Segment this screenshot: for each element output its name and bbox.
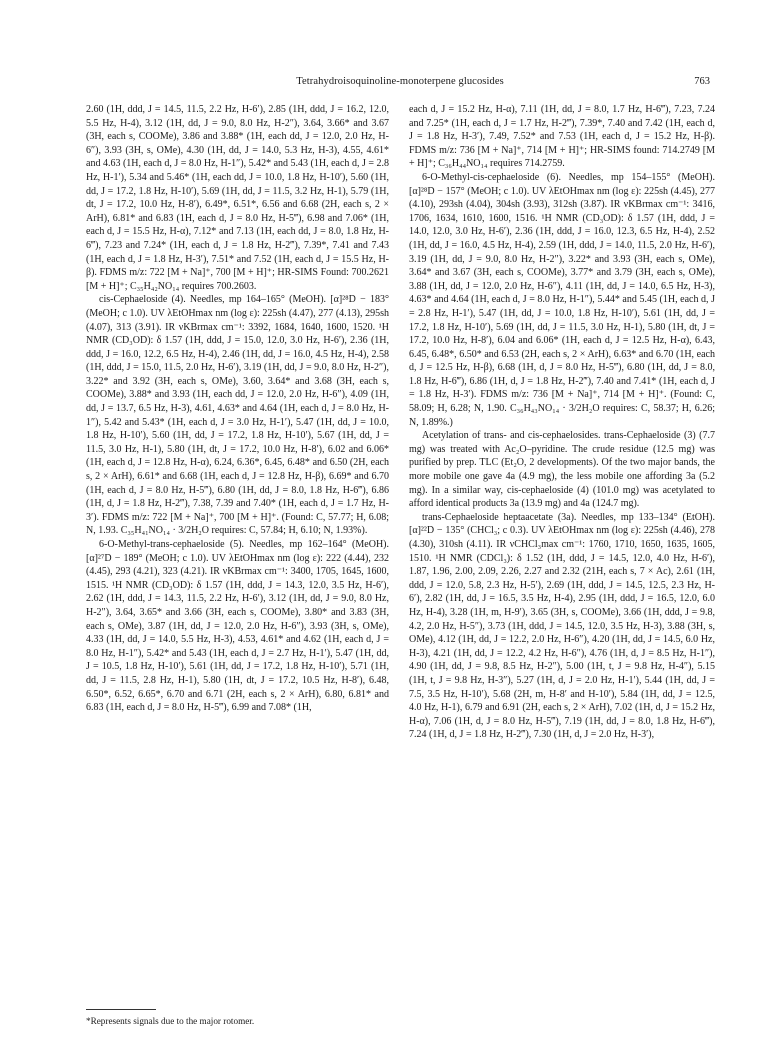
paragraph-6-o-methyl-trans-cephaeloside: 6-O-Methyl-trans-cephaeloside (5). Needles, mp 162–164° (MeOH). [α]²⁷D − 189° (MeOH; c 1.0). UV λEtOHmax nm (log ε): 222 (4.44), 232 (4.45), 293 (4.21), 323 (4.21). IR νKBrmax cm⁻¹: 3400, 1705, 1645, 1600, 1515. ¹H NMR (CD₃OD): δ 1.57 (1H, ddd, J = 14.3, 12.0, 3.5 Hz, H-6′), 2.62 (1H, ddd, J = 14.3, 11.5, 2.2 Hz, H-6′), 3.12 (1H, dd, J = 9.0, 8.0 Hz, H-2″), 3.64, 3.65* and 3.66 (3H, each s, COOMe), 3.80* and 3.83 (3H, each s, OMe), 3.87 (1H, dd, J = 12.0, 2.0 Hz, H-6″), 3.93 (3H, s, OMe), 4.33 (1H, dd, J = 14.0, 5.5 Hz, H-3), 4.53, 4.61* and 4.62 (1H, each d, J = 8.0 Hz, H-1″), 5.42* and 5.43 (1H, each d, J = 2.7 Hz, H-1′), 5.47 (1H, dd, J = 10.5, 1.8 Hz, H-10′), 5.61 (1H, dd, J = 17.2, 1.8 Hz, H-10′), 5.71 (1H, dd, J = 11.5, 2.8 Hz, H-1), 5.80 (1H, dt, J = 17.2, 10.5 Hz, H-8′), 6.48, 6.50*, 6.52, 6.65*, 6.70 and 6.71 (2H, each s, 2 × ArH), 6.80, 6.81* and 6.83 (1H, each d, J = 8.0 Hz, H-5‴), 6.99 and 7.08* (1H, xyxy=(86,539,389,714)
footnote: *Represents signals due to the major rotomer. xyxy=(86,1016,255,1026)
paragraph-trans-cephaeloside-heptaacetate: trans-Cephaeloside heptaacetate (3a). Needles, mp 133–134° (EtOH). [α]²²D − 135° (CHCl₃; c 0.3). UV λEtOHmax nm (log ε): 225sh (4.46), 278 (4.30), 310sh (4.11). IR νCHCl₃max cm⁻¹: 1760, 1710, 1650, 1635, 1605, 1510. ¹H NMR (CDCl₃): δ 1.52 (1H, ddd, J = 14.5, 12.0, 4.0 Hz, H-6′), 1.87, 1.96, 2.00, 2.09, 2.26, 2.27 and 2.32 (21H, each s, 7 × Ac), 2.61 (1H, ddd, J = 12.0, 5.8, 2.3 Hz, H-5′), 2.69 (1H, ddd, J = 14.5, 12.5, 2.3 Hz, H-6′), 2.82 (1H, dd, J = 16.5, 3.5 Hz, H-4), 2.95 (1H, ddd, J = 16.5, 12.0, 6.0 Hz, H-4), 3.28 (1H, m, H-9′), 3.65 (3H, s, COOMe), 3.66 (1H, ddd, J = 9.8, 4.2, 2.0 Hz, H-5″), 3.73 (1H, ddd, J = 14.5, 12.0, 3.5 Hz, H-3), 3.88 (3H, s, OMe), 4.12 (1H, dd, J = 12.2, 2.0 Hz, H-6″), 4.20 (1H, dd, J = 14.5, 6.0 Hz, H-3), 4.21 (1H, dd, J = 12.2, 4.2 Hz, H-6″), 4.76 (1H, d, J = 8.5 Hz, H-1″), 4.90 (1H, dd, J = 9.8, 8.5 Hz, H-2″), 5.00 (1H, t, J = 9.8 Hz, H-4″), 5.15 (1H, t, J = 9.8 Hz, H-3″), 5.27 (1H, d, J = 2.0 Hz, H-1′), 5.44 (1H, dd, J = 7.5, 3.5 Hz, H-10′), 5.68 (2H, m, H-8′ and H-10′), 5.84 (1H, dd, J = 12.5, 4.0 Hz, H-1), 6.79 and 6.91 (2H, each s, 2 × ArH), 7.02 (1H, d, J = 15.2 Hz, H-α), 7.06 (1H, d, J = 8.0 Hz, H-5‴), 7.19 (1H, dd, J = 8.0, 1.8 Hz, H-6‴), 7.24 (1H, d, J = 1.8 Hz, H-2‴), 7.30 (1H, d, J = 2.0 Hz, H-3′), xyxy=(409,511,715,741)
paragraph-compound-5-continued: each d, J = 15.2 Hz, H-α), 7.11 (1H, dd, J = 8.0, 1.7 Hz, H-6‴), 7.23, 7.24 and 7.25* (1H, each d, J = 1.7 Hz, H-2‴), 7.39*, 7.40 and 7.42 (1H, each d, J = 1.8 Hz, H-3′), 7.49, 7.52* and 7.53 (1H, each d, J = 15.2 Hz, H-β). FDMS m/z: 736 [M + Na]⁺, 714 [M + H]⁺; HR-SIMS found: 714.2749 [M + H]⁺; C₃₆H₄₄NO₁₄ requires 714.2759. xyxy=(409,104,715,170)
left-column xyxy=(86,103,389,715)
page-number: 763 xyxy=(694,76,710,87)
paragraph-compound-3-nmr-continued: 2.60 (1H, ddd, J = 14.5, 11.5, 2.2 Hz, H-6′), 2.85 (1H, ddd, J = 16.2, 12.0, 5.5 Hz, H-4), 3.12 (1H, dd, J = 9.0, 8.0 Hz, H-2″), 3.64, 3.66* and 3.67 (3H, each s, COOMe), 3.86 and 3.88* (1H, each dd, J = 12.0, 2.0 Hz, H-6″), 3.93 (3H, s, OMe), 4.30 (1H, dd, J = 14.0, 5.3 Hz, H-3), 4.55, 4.61* and 4.63 (1H, each d, J = 8.0 Hz, H-1″), 5.42* and 5.43 (1H, each d, J = 2.8 Hz, H-1′), 5.34 and 5.46* (1H, each dd, J = 10.0, 1.8 Hz, H-10′), 5.60 (1H, dd, J = 17.2, 1.8 Hz, H-10′), 5.69 (1H, dd, J = 11.5, 3.2 Hz, H-1), 5.79 (1H, dt, J = 17.2, 10.0 Hz, H-8′), 6.49*, 6.51*, 6.56 and 6.68 (2H, each s, 2 × ArH), 6.81* and 6.83 (1H, each d, J = 8.0 Hz, H-5‴), 6.98 and 7.06* (1H, each d, J = 15.5 Hz, H-α), 7.12* and 7.13 (1H, each dd, J = 8.0, 1.8 Hz, H-6‴), 7.23 and 7.24* (1H, each d, J = 1.8 Hz, H-2‴), 7.39*, 7.41 and 7.43 (1H, each d, J = 1.8 Hz, H-3′), 7.51* and 7.52 (1H, each d, J = 15.5 Hz, H-β). FDMS m/z: 722 [M + Na]⁺, 700 [M + H]⁺; HR-SIMS Found: 700.2621 [M + H]⁺; C₃₅H₄₂NO₁₄ requires 700.2603. xyxy=(86,104,389,292)
right-column xyxy=(409,103,715,742)
running-title: Tetrahydroisoquinoline-monoterpene glucosides xyxy=(296,76,504,87)
footnote-rule xyxy=(86,1009,156,1010)
paragraph-cis-cephaeloside: cis-Cephaeloside (4). Needles, mp 164–165° (MeOH). [α]²⁸D − 183° (MeOH; c 1.0). UV λEtOHmax nm (log ε): 225sh (4.47), 277 (4.13), 295sh (4.07), 313 (3.91). IR νKBrmax cm⁻¹: 3392, 1684, 1640, 1600, 1520. ¹H NMR (CD₃OD): δ 1.57 (1H, ddd, J = 15.0, 12.0, 3.0 Hz, H-6′), 2.36 (1H, ddd, J = 16.0, 12.2, 6.5 Hz, H-4), 2.46 (1H, dd, J = 16.0, 4.5 Hz, H-4), 2.58 (1H, ddd, J = 15.0, 11.5, 2.0 Hz, H-6′), 3.19 (1H, dd, J = 9.0, 8.0 Hz, H-2″), 3.22* and 3.92 (3H, each s, OMe), 3.60, 3.64* and 3.68 (3H, each s, COOMe), 3.88* and 3.93 (1H, each dd, J = 12.0, 2.0 Hz, H-6″), 4.09 (1H, dd, J = 13.7, 6.5 Hz, H-3), 4.61, 4.63* and 4.64 (1H, each d, J = 8.0 Hz, H-1″), 5.42 and 5.43* (1H, each d, J = 3.0 Hz, H-1′), 5.47 (1H, dd, J = 10.0, 1.8 Hz, H-10′), 5.60 (1H, dd, J = 17.2, 1.8 Hz, H-10′), 5.67 (1H, dd, J = 11.5, 3.0 Hz, H-1), 5.80 (1H, dt, J = 17.2, 10.0 Hz, H-8′), 6.02 and 6.06* (1H, each d, J = 12.8 Hz, H-α), 6.24, 6.36*, 6.45, 6.48* and 6.50 (2H, each s, 2 × ArH), 6.61* and 6.68 (1H, each d, J = 12.8 Hz, H-β), 6.69* and 6.70 (1H, each d, J = 8.0 Hz, H-5‴), 6.80 (1H, dd, J = 8.0, 1.8 Hz, H-6‴), 6.86 (1H, d, J = 1.8 Hz, H-2‴), 7.38, 7.39 and 7.40* (1H, each d, J = 1.7 Hz, H-3′). FDMS m/z: 722 [M + Na]⁺, 700 [M + H]⁺. (Found: C, 57.77; H, 6.08; N, 1.93. C₃₅H₄₁NO₁₄ · 3/2H₂O requires: C, 57.84; H, 6.10; N, 1.93%). xyxy=(86,294,389,537)
paragraph-acetylation: Acetylation of trans- and cis-cephaelosides. trans-Cephaeloside (3) (7.7 mg) was treated with Ac₂O–pyridine. The crude residue (12.5 mg) was purified by prep. TLC (Et₂O, 2 developments). Of the two major bands, the more mobile one gave 4a (4.9 mg), the less mobile one affording 3a (5.2 mg). In a similar way, cis-cephaeloside (4) (101.0 mg) was acetylated to afford identical products 3a (13.9 mg) and 4a (124.7 mg). xyxy=(409,430,715,510)
page-header xyxy=(90,76,710,92)
paragraph-6-o-methyl-cis-cephaeloside: 6-O-Methyl-cis-cephaeloside (6). Needles, mp 154–155° (MeOH). [α]²⁸D − 157° (MeOH; c 1.0). UV λEtOHmax nm (log ε): 225sh (4.45), 277 (4.10), 293sh (4.04), 304sh (3.93), 312sh (3.87). IR νKBrmax cm⁻¹: 3416, 1706, 1634, 1610, 1600, 1516. ¹H NMR (CD₃OD): δ 1.57 (1H, ddd, J = 14.0, 12.0, 3.0 Hz, H-6′), 2.36 (1H, ddd, J = 16.0, 12.3, 6.5 Hz, H-4), 2.52 (1H, dd, J = 16.0, 4.5 Hz, H-4), 2.59 (1H, ddd, J = 14.0, 11.5, 2.0 Hz, H-6′), 3.19 (1H, dd, J = 9.0, 8.0 Hz, H-2″), 3.22* and 3.93 (3H, each s, OMe), 3.64* and 3.67 (3H, each s, COOMe), 3.77* and 3.79 (3H, each s, OMe), 3.88 (1H, dd, J = 12.0, 2.0 Hz, H-6″), 4.11 (1H, dd, J = 14.0, 6.5 Hz, H-3), 4.63* and 4.64 (1H, each d, J = 8.0 Hz, H-1″), 5.44* and 5.45 (1H, each d, J = 2.8 Hz, H-1′), 5.47 (1H, dd, J = 10.0, 1.8 Hz, H-10′), 5.61 (1H, dd, J = 17.2, 1.8 Hz, H-10′), 5.69 (1H, dd, J = 11.5, 3.0 Hz, H-1), 5.80 (1H, dt, J = 17.2, 10.0 Hz, H-8′), 6.04 and 6.06* (1H, each d, J = 12.5 Hz, H-α), 6.43, 6.45, 6.48*, 6.50* and 6.53 (2H, each s, 2 × ArH), 6.63* and 6.70 (1H, each d, J = 12.5 Hz, H-β), 6.68 (1H, d, J = 8.0 Hz, H-5‴), 6.80 (1H, dd, J = 8.0, 1.8 Hz, H-6‴), 6.86 (1H, d, J = 1.8 Hz, H-2‴), 7.40 and 7.41* (1H, each d, J = 1.8 Hz, H-3′). FDMS m/z: 736 [M + Na]⁺, 714 [M + H]⁺. (Found: C, 58.09; H, 6.28; N, 1.90. C₃₆H₄₃NO₁₄ · 3/2H₂O requires: C, 58.37; H, 6.26; N, 1.89%.) xyxy=(409,171,715,428)
